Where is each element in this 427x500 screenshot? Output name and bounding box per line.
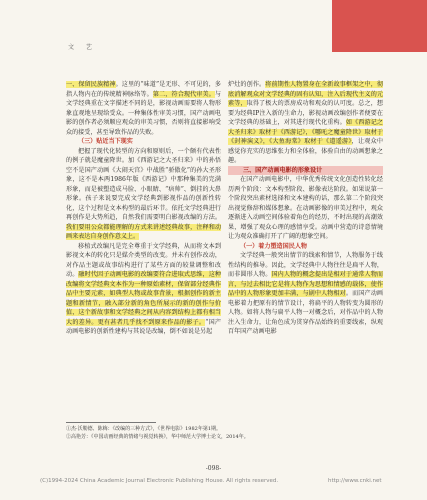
paragraph <box>66 242 221 337</box>
body-text: 。这里的“味道”是无形、不可见的，多指人物内在的传统精神脉络等。 <box>66 81 222 98</box>
corner-color-bar <box>332 0 427 52</box>
copyright-notice: (C)1994-2024 China Academic Journal Electronic Publishing House. All rights reserved. <box>40 478 279 484</box>
body-text: ，让观众中感觉你充实的思维张力和全体验，体验自由的动画想象之趣。 <box>228 138 383 164</box>
body-text: 移植式改编凡是完全尊重于文学经典，从而将文本到影视文本的转化只是媒介类型的改变。并未有创作改动，对作品主题或故事结构进行了某些方面的较量调整和改动。 <box>66 242 221 278</box>
footnote: ①杰·沃勒德、陈梅：《改编的三种方式》，《世界电影》1982年第1期。 <box>66 426 221 432</box>
footnote: ②高艳芳：《中国动画经典的情绪与视觉转换》，华中师范大学博士论文，2014年。 <box>66 433 249 440</box>
body-text: 文学经典一般突出情节的线索和情节，人物服务于线性结构的推导。因此，文学经典中人物往往是扁平人物，而非圆形人物。 <box>228 252 383 278</box>
footnote-divider <box>66 422 156 423</box>
highlighted-text: 我们要用公众都能理解的方式来讲述经典故事，注释和动画来表达自身创作意义上。 <box>66 223 221 240</box>
page-number: -098- <box>205 465 222 472</box>
section-heading: 三、国产动画电影的形象设计 <box>228 166 383 176</box>
body-text: 炉灶的创作。 <box>228 81 266 88</box>
body-text: 。而国产动画电影着力把原有的情节设计，将扁平的人物转变为圆形的人物。如将人物与扁平人物一对概念后，对作品中的人物注入生命力，让角色成为贯穿作品始终的重要线索，纵观百年国产动画电影 <box>228 290 384 335</box>
left-column <box>66 80 221 337</box>
paragraph <box>228 251 383 337</box>
right-column <box>228 80 383 337</box>
highlighted-text: 一、保留民族精神 <box>66 81 116 88</box>
body-text: 取得了极大的票房成功和观众的认可度。总之，想要为经典IP注入新的生命力，影视动画改编创作者便要在文学经典的基础上，对其进行现代化重构。 <box>228 100 384 126</box>
section-heading: （三）贴近当下现实 <box>78 138 133 145</box>
body-text: 把握了现代化转型的方向和原则后，一个颇有代表性的例子就是魔童降世。加《西游记之大圣归来》中的孙悟空不是国产动画《大闹天宫》中战胜“骄傲化”的孙大圣形象，这不是本两1986年版《西游记》中那种集美的完满形象，而是被塑造成马脸、小眼睛、“痞帅”、倒挂的大鼻形象。孩子来说要完成文学经典到影视作品的创新性转化，这个过程是文本构型的最后环节。依托文学经典进行再创作是大势所趋，自然我们需要明白影视改编的方法。 <box>66 147 221 221</box>
paragraph <box>228 80 383 166</box>
highlighted-text: 如《西游记之大圣归来》取材于《西游记》，《哪吒之魔童降世》取材于《封神演义》，《大鱼海棠》取材于《道遥游》 <box>228 119 384 145</box>
highlighted-text: 第二，符合现代审美。 <box>152 90 215 98</box>
highlighted-text: 国内人物的概念提出是相对于通常人物而言，与过去相比它是将人物作为思想和情感的载体，使作品中的人物形象更加丰满，与剧中人物相对 <box>228 271 384 297</box>
body-text: “国产动画电影的创新性建构与其说是改编，倒不如说是另起 <box>66 318 221 335</box>
paragraph <box>66 80 221 137</box>
paragraph <box>66 147 221 242</box>
highlighted-text: 融时代因子动画电影的改编要符合进取式思维，这种改编将文学经典文本作为一种原始素材，保留部分经典作品中主要元素，如典型人物或故事背景，根据创作的新主题和新情节，融入部分新的角色所展示的新的创作与价值，这个新故事和文学经典之间从内容到结构上都有相当大的差异。更有甚者几乎找不到原来作品的影子。 <box>66 271 222 326</box>
body-text: 与文学经典重在文字描述不同的是，影视动画需要将人物形象直观地呈现给受众。一种集体性审美习惯，国产动画电影的创作者必须顺应观众的审美习惯，否则将直接影响受众的接受，甚至导致作品的失败。 <box>66 90 222 136</box>
paragraph: 在国产动画电影中，中华优秀传统文化创造性转化经历两个阶段：文本构型阶段、影像表达阶段。如果说第一个阶段突出素材选择和文本建构的话，那么第二个阶段突出视觉修辞和媒体想象。在动画影像的审美过程中，观众逐渐进入动画空间体验着角色的经历，不时出现的高潮效果，增强了观众心理的感情享受。动画中营造的诗意情境让为观众准确打开了广阔的想象空间。 <box>228 176 383 240</box>
subsection-heading: （一）着力塑造国民人物 <box>240 242 308 250</box>
website-link[interactable]: http://www.cnki.net <box>328 478 382 484</box>
running-header: 文 艺 <box>68 44 97 51</box>
footnotes <box>66 426 386 441</box>
highlighted-text: 将前期性人物置身在全新故事框架之中，彻底消解观众对文学经典的固有认知，注入后现代主义的元素等， <box>228 81 384 107</box>
